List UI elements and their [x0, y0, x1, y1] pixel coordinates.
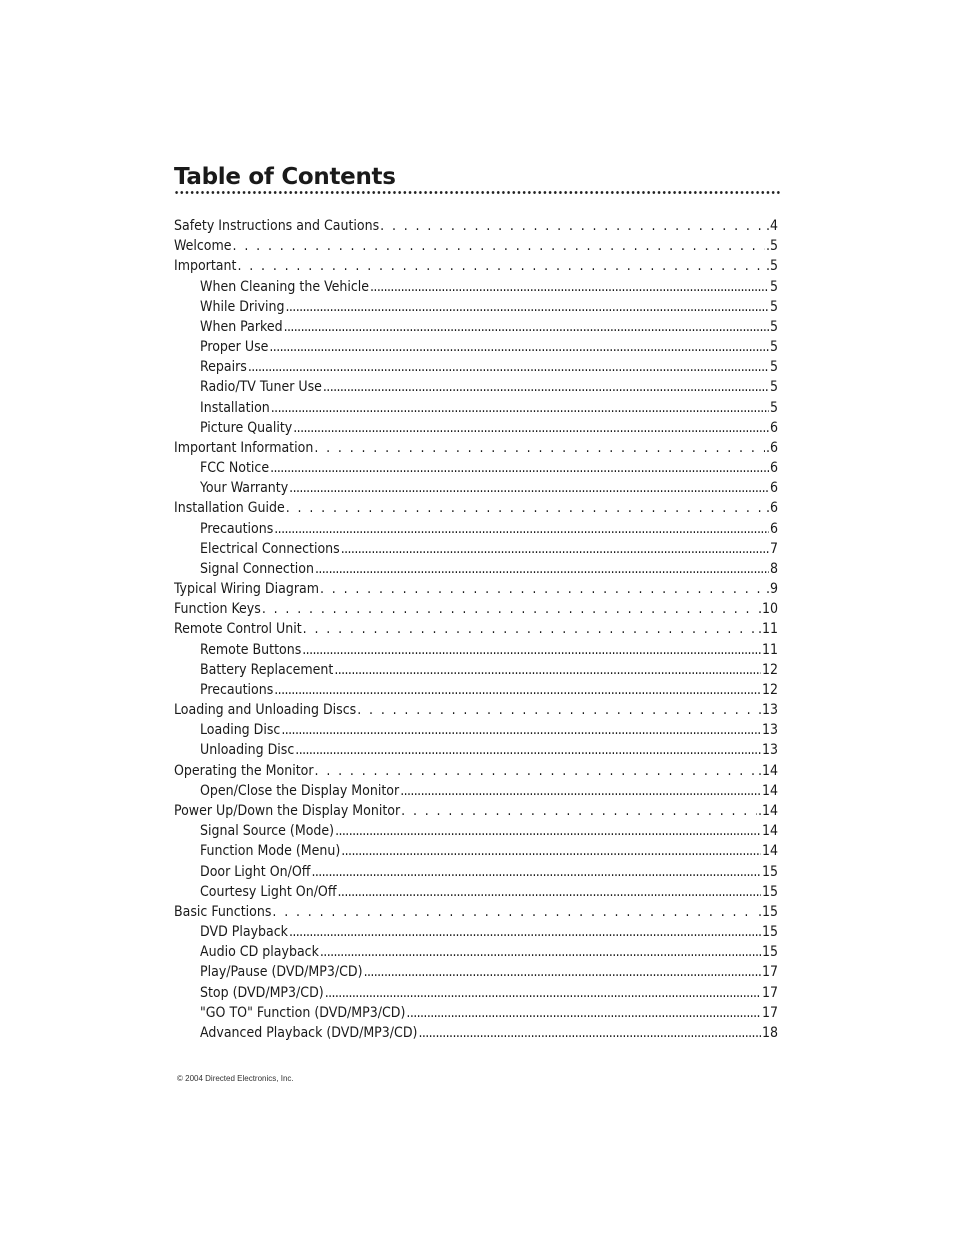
toc-section-entry [174, 236, 778, 256]
toc-dot-leader [334, 660, 761, 680]
toc-subsection-entry [174, 962, 778, 982]
toc-entry-label: Your Warranty [200, 480, 289, 497]
toc-subsection-entry [174, 317, 778, 337]
table-of-contents-list [174, 216, 778, 1043]
toc-subsection-entry [174, 337, 778, 357]
toc-subsection-entry [174, 740, 778, 760]
toc-dot-leader [289, 478, 769, 498]
toc-dot-leader [281, 720, 761, 740]
toc-dot-leader [269, 337, 769, 357]
toc-entry-label: FCC Notice [200, 460, 270, 477]
toc-subsection-entry [174, 882, 778, 902]
toc-page-number: .15 [757, 903, 778, 920]
toc-section-entry [174, 801, 778, 821]
toc-dot-leader [286, 297, 769, 317]
toc-entry-label: "GO TO" Function (DVD/MP3/CD) [200, 1004, 406, 1021]
toc-subsection-entry [174, 297, 778, 317]
toc-page-number: .14 [757, 762, 778, 779]
toc-entry-label: Picture Quality [200, 419, 293, 436]
toc-dot-leader [341, 841, 761, 861]
toc-dot-leader [406, 1003, 761, 1023]
toc-entry-label: Play/Pause (DVD/MP3/CD) [200, 964, 363, 981]
toc-page-number: 5 [769, 379, 778, 396]
toc-page-number: 13 [761, 722, 778, 739]
toc-dot-leader [380, 216, 765, 236]
toc-page-number: 14 [761, 823, 778, 840]
toc-entry-label: Important [174, 258, 237, 275]
toc-subsection-entry [174, 377, 778, 397]
toc-section-entry [174, 579, 778, 599]
toc-dot-leader [289, 922, 761, 942]
toc-page-number: 18 [761, 1024, 778, 1041]
toc-entry-label: Battery Replacement [200, 661, 334, 678]
toc-page-number: 15 [761, 883, 778, 900]
toc-subsection-entry [174, 942, 778, 962]
toc-dot-leader [357, 700, 757, 720]
toc-subsection-entry [174, 680, 778, 700]
toc-page-number: 15 [761, 944, 778, 961]
toc-dot-leader [341, 539, 769, 559]
toc-page-number: 5 [769, 298, 778, 315]
toc-section-entry [174, 761, 778, 781]
toc-page-number: .9 [765, 581, 778, 598]
toc-page-number: 5 [769, 318, 778, 335]
toc-section-entry [174, 902, 778, 922]
toc-dot-leader [338, 882, 761, 902]
toc-subsection-entry [174, 841, 778, 861]
toc-entry-label: Audio CD playback [200, 944, 319, 961]
toc-page-number: .4 [765, 218, 778, 234]
toc-dot-leader [314, 438, 765, 458]
toc-subsection-entry [174, 478, 778, 498]
toc-page-number: 5 [769, 359, 778, 376]
toc-page-number: 7 [769, 540, 778, 557]
toc-entry-label: Function Mode (Menu) [200, 843, 341, 860]
toc-entry-label: Door Light On/Off [200, 863, 311, 880]
toc-subsection-entry [174, 821, 778, 841]
toc-entry-label: Typical Wiring Diagram [174, 581, 319, 598]
toc-page-number: 17 [761, 964, 778, 981]
toc-entry-label: Loading Disc [200, 722, 281, 739]
toc-subsection-entry [174, 781, 778, 801]
toc-entry-label: When Cleaning the Vehicle [200, 278, 370, 295]
toc-dot-leader [418, 1023, 761, 1043]
toc-subsection-entry [174, 660, 778, 680]
toc-subsection-entry [174, 277, 778, 297]
toc-page-number: 5 [769, 399, 778, 416]
toc-page-number: 6 [769, 520, 778, 537]
toc-page-number: .5 [765, 238, 778, 255]
toc-dot-leader [295, 740, 761, 760]
toc-page-number: .10 [757, 601, 778, 618]
toc-subsection-entry [174, 418, 778, 438]
toc-entry-label: Safety Instructions and Cautions [174, 218, 380, 234]
toc-page-number: 14 [761, 843, 778, 860]
toc-page-number: 6 [769, 419, 778, 436]
toc-page-number: 17 [761, 1004, 778, 1021]
toc-entry-label: Electrical Connections [200, 540, 340, 557]
toc-entry-label: Loading and Unloading Discs [174, 702, 357, 719]
toc-section-entry [174, 498, 778, 518]
toc-page-number: .13 [757, 702, 778, 719]
toc-dot-leader [272, 902, 757, 922]
toc-dot-leader [315, 761, 757, 781]
title-dotted-rule [174, 191, 780, 194]
toc-dot-leader [302, 640, 761, 660]
toc-dot-leader [323, 377, 769, 397]
toc-section-entry [174, 216, 778, 236]
toc-dot-leader [311, 862, 761, 882]
toc-subsection-entry [174, 862, 778, 882]
toc-entry-label: Remote Buttons [200, 641, 302, 658]
toc-entry-label: Advanced Playback (DVD/MP3/CD) [200, 1024, 418, 1041]
toc-entry-label: Installation Guide [174, 500, 285, 517]
toc-page-number: 8 [769, 560, 778, 577]
toc-entry-label: Open/Close the Display Monitor [200, 782, 400, 799]
toc-subsection-entry [174, 357, 778, 377]
toc-page-number: 13 [761, 742, 778, 759]
toc-dot-leader [293, 418, 769, 438]
toc-page-number: 12 [761, 681, 778, 698]
toc-dot-leader [271, 398, 769, 418]
toc-dot-leader [315, 559, 769, 579]
toc-page-number: 11 [761, 641, 778, 658]
toc-dot-leader [400, 781, 761, 801]
toc-page-number: 12 [761, 661, 778, 678]
toc-page-number: 6 [769, 460, 778, 477]
toc-entry-label: Proper Use [200, 339, 269, 356]
toc-subsection-entry [174, 559, 778, 579]
toc-entry-label: While Driving [200, 298, 285, 315]
toc-entry-label: Unloading Disc [200, 742, 295, 759]
toc-entry-label: Repairs [200, 359, 247, 376]
toc-subsection-entry [174, 519, 778, 539]
toc-entry-label: Basic Functions [174, 903, 272, 920]
toc-subsection-entry [174, 983, 778, 1003]
toc-entry-label: When Parked [200, 318, 283, 335]
toc-dot-leader [274, 680, 761, 700]
toc-entry-label: Welcome [174, 238, 232, 255]
toc-page-number: 17 [761, 984, 778, 1001]
toc-page-number: .6 [765, 500, 778, 517]
toc-subsection-entry [174, 1003, 778, 1023]
toc-subsection-entry [174, 922, 778, 942]
toc-entry-label: Important Information [174, 439, 314, 456]
toc-entry-label: Operating the Monitor [174, 762, 314, 779]
toc-page-number: 5 [769, 339, 778, 356]
toc-subsection-entry [174, 398, 778, 418]
toc-subsection-entry [174, 1023, 778, 1043]
toc-dot-leader [233, 236, 765, 256]
toc-section-entry [174, 438, 778, 458]
toc-page-number: 14 [761, 782, 778, 799]
toc-page-number: 6 [769, 480, 778, 497]
toc-section-entry [174, 619, 778, 639]
toc-entry-label: Courtesy Light On/Off [200, 883, 337, 900]
toc-entry-label: Radio/TV Tuner Use [200, 379, 322, 396]
toc-page-number: 15 [761, 924, 778, 941]
toc-dot-leader [335, 821, 761, 841]
toc-dot-leader [262, 599, 757, 619]
toc-page-number: 5 [769, 278, 778, 295]
toc-dot-leader [248, 357, 769, 377]
toc-page-number: .14 [757, 802, 778, 819]
toc-dot-leader [237, 256, 765, 276]
toc-subsection-entry [174, 640, 778, 660]
toc-entry-label: Signal Source (Mode) [200, 823, 335, 840]
toc-dot-leader [274, 519, 769, 539]
toc-page-number: .6 [765, 439, 778, 456]
toc-dot-leader [364, 962, 761, 982]
toc-dot-leader [370, 277, 769, 297]
toc-entry-label: Precautions [200, 681, 274, 698]
toc-subsection-entry [174, 539, 778, 559]
toc-section-entry [174, 599, 778, 619]
toc-subsection-entry [174, 458, 778, 478]
toc-entry-label: Stop (DVD/MP3/CD) [200, 984, 324, 1001]
toc-dot-leader [303, 619, 757, 639]
toc-entry-label: Installation [200, 399, 270, 416]
toc-entry-label: DVD Playback [200, 924, 288, 941]
toc-dot-leader [270, 458, 769, 478]
toc-section-entry [174, 256, 778, 276]
toc-entry-label: Power Up/Down the Display Monitor [174, 802, 401, 819]
toc-dot-leader [325, 983, 761, 1003]
toc-entry-label: Signal Connection [200, 560, 314, 577]
toc-entry-label: Function Keys [174, 601, 261, 618]
toc-dot-leader [320, 942, 761, 962]
toc-page-number: .5 [765, 258, 778, 275]
toc-entry-label: Precautions [200, 520, 274, 537]
toc-dot-leader [401, 801, 757, 821]
copyright-notice: © 2004 Directed Electronics, Inc. [177, 1074, 294, 1083]
toc-subsection-entry [174, 720, 778, 740]
toc-page-number: 15 [761, 863, 778, 880]
toc-entry-label: Remote Control Unit [174, 621, 302, 638]
toc-dot-leader [286, 498, 765, 518]
toc-dot-leader [320, 579, 765, 599]
page-title: Table of Contents [174, 164, 396, 190]
toc-dot-leader [284, 317, 769, 337]
toc-page-number: .11 [757, 621, 778, 638]
toc-section-entry [174, 700, 778, 720]
